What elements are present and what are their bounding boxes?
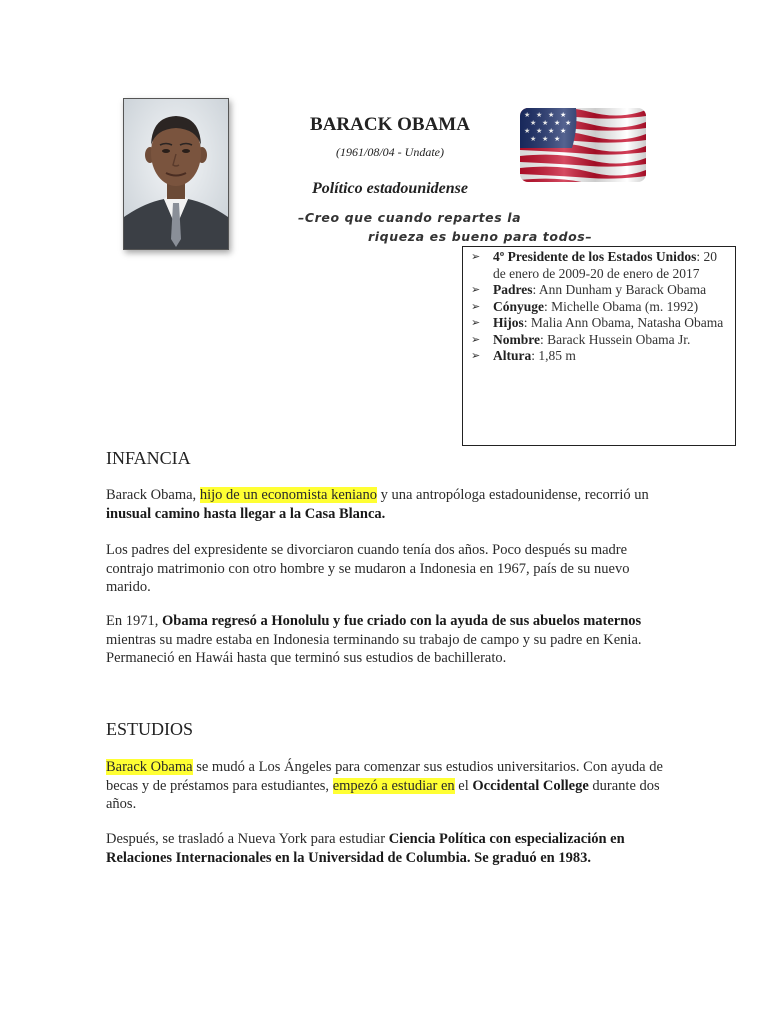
arrow-bullet-icon: ➢ (471, 333, 481, 346)
info-value: : 1,85 m (531, 348, 576, 363)
life-dates: (1961/08/04 - Undate) (336, 145, 444, 159)
quote-line-2: riqueza es bueno para todos– (368, 229, 593, 244)
info-label: Altura (493, 348, 532, 363)
info-list (471, 249, 729, 365)
text-run: durante dos años. (106, 777, 660, 812)
section-heading-infancia: INFANCIA (106, 448, 191, 468)
info-label: 4º Presidente de los Estados Unidos (493, 249, 697, 264)
info-item-spouse (471, 298, 729, 316)
arrow-bullet-icon: ➢ (471, 300, 481, 313)
arrow-bullet-icon: ➢ (471, 317, 481, 329)
bold-text: Ciencia Política con especialización en Relaciones Internacionales en la Universidad de Columbia. Se graduó en 1983. (106, 831, 625, 866)
highlighted-text: hijo de un economista keniano (199, 487, 377, 503)
bold-text: Obama regresó a Honolulu y fue criado con la ayuda de sus abuelos maternos (161, 613, 642, 629)
info-item-height (471, 348, 729, 365)
info-label: Hijos (493, 315, 524, 330)
text-run: Después, se trasladó a Nueva York para estudiar (106, 831, 389, 847)
paragraph-estudios-2 (106, 830, 666, 867)
paragraph-infancia-1 (106, 486, 666, 523)
section-heading-estudios: ESTUDIOS (106, 719, 194, 739)
info-label: Padres (493, 282, 533, 297)
info-value: : Barack Hussein Obama Jr. (540, 331, 691, 347)
text-run: el (454, 777, 473, 794)
info-box (462, 246, 736, 446)
occupation: Político estadounidense (312, 180, 468, 197)
info-item-president (471, 249, 729, 282)
info-label: Cónyuge (493, 298, 545, 314)
info-item-parents (471, 282, 729, 299)
highlighted-text: empezó a estudiar en (332, 777, 455, 794)
info-value: : Michelle Obama (m. 1992) (544, 298, 699, 314)
person-name: BARACK OBAMA (310, 114, 470, 135)
info-item-children (471, 315, 729, 332)
paragraph-estudios-1 (106, 758, 666, 814)
arrow-bullet-icon: ➢ (471, 350, 481, 362)
info-label: Nombre (493, 331, 540, 347)
arrow-bullet-icon: ➢ (471, 251, 481, 263)
info-value: : Malia Ann Obama, Natasha Obama (523, 315, 724, 330)
text-run: Barack Obama, (106, 487, 200, 503)
paragraph-infancia-3 (106, 612, 666, 668)
bold-text: Occidental College (472, 777, 589, 794)
text-run: En 1971, (106, 613, 162, 629)
text-run: y una antropóloga estadounidense, recorrió un (377, 487, 649, 503)
text-run: mientras su madre estaba en Indonesia terminando su trabajo de campo y su padre en Kenia. Permaneció en Hawái hasta que terminó sus estudios de bachillerato. (106, 631, 642, 666)
arrow-bullet-icon: ➢ (471, 284, 481, 296)
text-run: se mudó a Los Ángeles para comenzar sus estudios universitarios. Con ayuda de becas y de préstamos para estudiantes, (106, 759, 663, 794)
info-value: : Ann Dunham y Barack Obama (532, 282, 707, 297)
quote-line-1: –Creo que cuando repartes la (298, 210, 522, 225)
us-flag-image (520, 108, 646, 182)
info-item-full-name (471, 331, 729, 349)
info-value: : 20 de enero de 2009-20 de enero de 2017 (493, 249, 717, 281)
bold-text: inusual camino hasta llegar a la Casa Blanca. (106, 505, 386, 522)
paragraph-infancia-2: Los padres del expresidente se divorciaron cuando tenía dos años. Poco después su madre contrajo matrimonio con otro hombre y se mudaron a Indonesia en 1967, país de su nuevo marido. (106, 542, 630, 595)
highlighted-text: Barack Obama (106, 759, 193, 775)
portrait-photo (123, 98, 229, 250)
